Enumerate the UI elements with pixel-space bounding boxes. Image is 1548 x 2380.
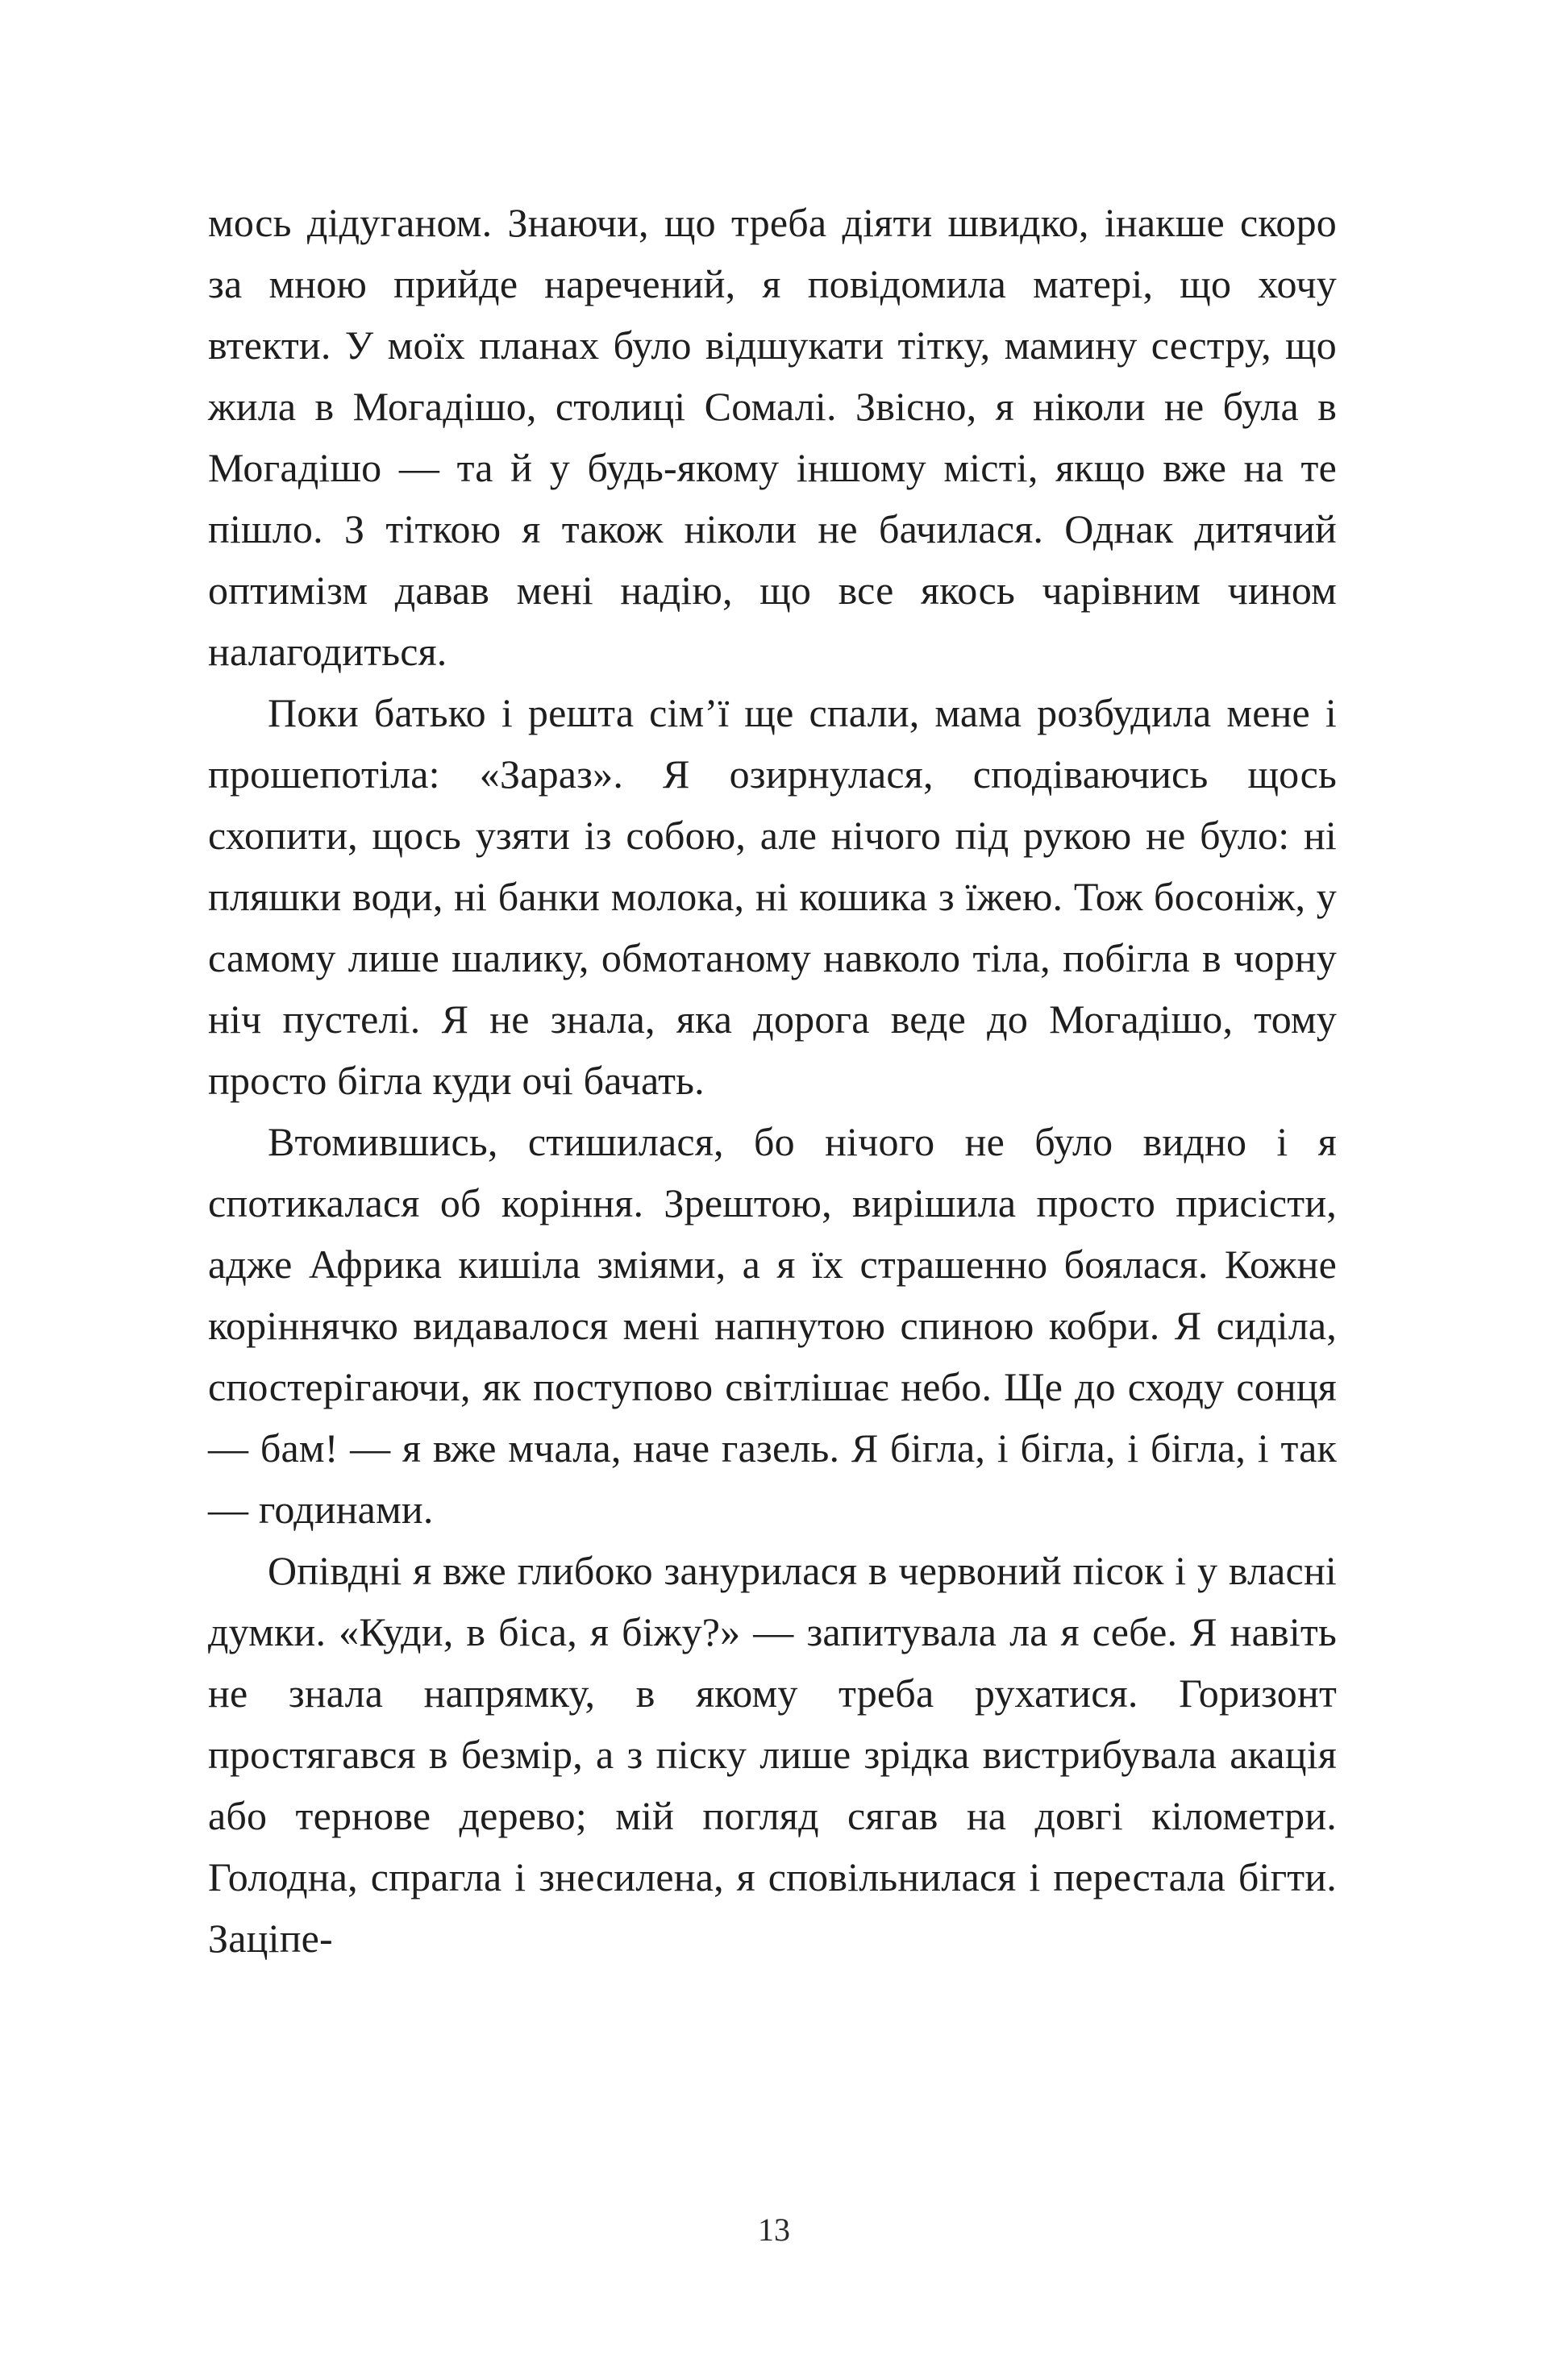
body-text-paragraph-4: Опівдні я вже глибоко занурилася в червоний пісок і у власні думки. «Куди, в біса, я біжу?» — запитувала ла я себе. Я навіть не знала напрямку, в якому треба рухатися. Горизонт простягався в безмір, а з піску лише зрідка вистрибувала акація або тернове дерево; мій погляд сягав на довгі кілометри. Голодна, спрагла і знесилена, я сповільнилася і перестала бігти. Заціпе- <box>208 1548 1337 1961</box>
body-text-paragraph-3: Втомившись, стишилася, бо нічого не було видно і я спотикалася об коріння. Зрештою, вирішила просто присісти, адже Африка кишіла зміями, а я їх страшенно боялася. Кожне коріннячко видавалося мені напнутою спиною кобри. Я сиділа, спостерігаючи, як поступово світлішає небо. Ще до сходу сонця — бам! — я вже мчала, наче газель. Я бігла, і бігла, і бігла, і так — годинами. <box>208 1119 1337 1532</box>
page-number: 13 <box>758 2211 790 2248</box>
body-text-paragraph-1: мось дідуганом. Знаючи, що треба діяти швидко, інакше скоро за мною прийде наречений, я повідомила матері, що хочу втекти. У моїх планах було відшукати тітку, мамину сестру, що жила в Могадішо, столиці Сомалі. Звісно, я ніколи не була в Могадішо — та й у будь-якому іншому місті, якщо вже на те пішло. З тіткою я також ніколи не бачилася. Однак дитячий оптимізм давав мені надію, що все якось чарівним чином налагодиться. <box>208 200 1337 674</box>
body-text-paragraph-2: Поки батько і решта сім’ї ще спали, мама розбудила мене і прошепотіла: «Зараз». Я озирнулася, сподіваючись щось схопити, щось узяти із собою, але нічого під рукою не було: ні пляшки води, ні банки молока, ні кошика з їжею. Тож босоніж, у самому лише шалику, обмотаному навколо тіла, побігла в чорну ніч пустелі. Я не знала, яка дорога веде до Могадішо, тому просто бігла куди очі бачать. <box>208 690 1337 1103</box>
page-text-block <box>208 192 1337 1969</box>
